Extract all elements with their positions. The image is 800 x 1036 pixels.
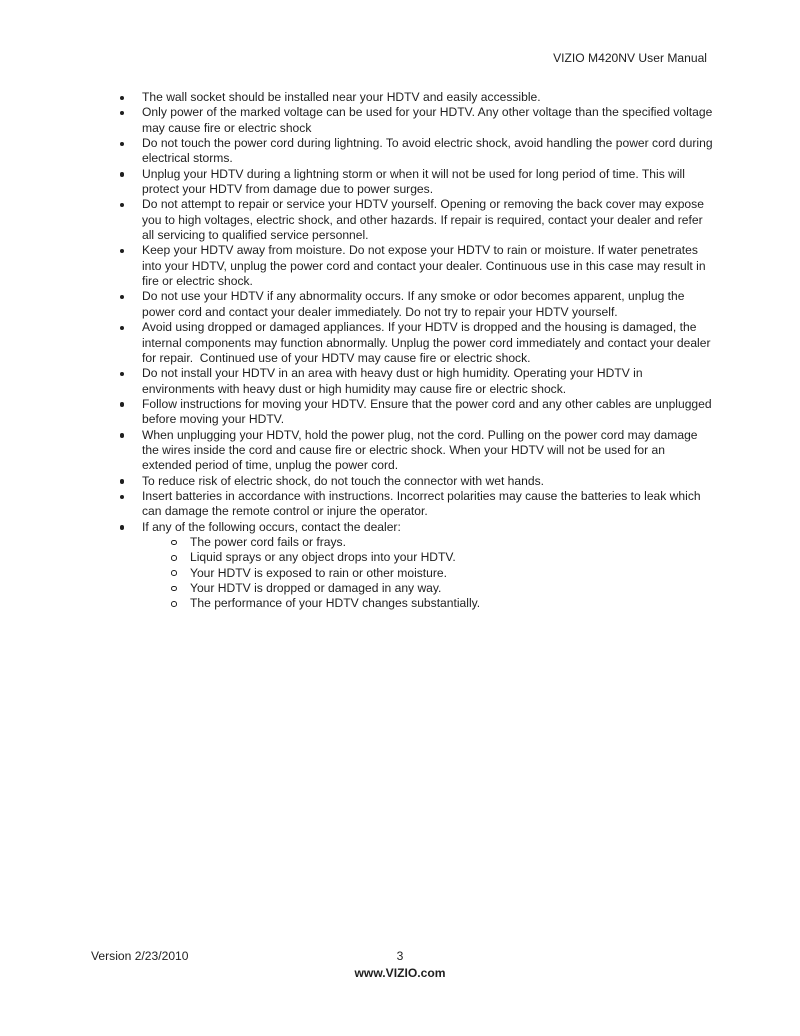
disc-bullet-icon (118, 489, 142, 504)
bullet-item (118, 167, 716, 198)
footer-website: www.VIZIO.com (354, 966, 446, 980)
page-header-title: VIZIO M420NV User Manual (553, 51, 707, 65)
disc-bullet-icon (118, 397, 142, 412)
safety-list (118, 90, 716, 612)
bullet-item (118, 366, 716, 397)
bullet-text: Follow instructions for moving your HDTV. Ensure that the power cord and any other cables are unplugged before moving your HDTV. (142, 396, 715, 427)
bullet-text: Keep your HDTV away from moisture. Do not expose your HDTV to rain or moisture. If water penetrates into your HDTV, unplug the power cord and contact your dealer. Continuous use in this case may result in fire or electric shock. (142, 243, 709, 289)
bullet-item (118, 90, 716, 105)
bullet-text: Do not use your HDTV if any abnormality occurs. If any smoke or odor becomes apparent, unplug the power cord and contact your dealer immediately. Do not try to repair your HDTV yourself. (142, 289, 688, 319)
disc-bullet-icon (118, 167, 142, 182)
sub-bullet-item (168, 596, 716, 611)
sub-bullet-text: The power cord fails or frays. (190, 534, 346, 549)
disc-bullet-icon (118, 289, 142, 304)
bullet-item (118, 397, 716, 428)
bullet-item (118, 197, 716, 243)
bullet-item (118, 474, 716, 489)
sub-bullet-text: Your HDTV is dropped or damaged in any way. (190, 581, 442, 595)
footer-page-number: 3 (396, 949, 404, 963)
sub-bullet-text: The performance of your HDTV changes substantially. (190, 596, 481, 611)
circle-bullet-icon (168, 596, 190, 611)
sub-bullet-text: Your HDTV is exposed to rain or other moisture. (190, 565, 447, 580)
sub-bullet-item (168, 535, 716, 550)
footer-version: Version 2/23/2010 (91, 949, 189, 963)
bullet-item (118, 520, 716, 535)
sub-bullet-text: Liquid sprays or any object drops into your HDTV. (190, 550, 456, 565)
disc-bullet-icon (118, 197, 142, 212)
bullet-item (118, 243, 716, 289)
sub-bullet-item (168, 566, 716, 581)
bullet-text: When unplugging your HDTV, hold the power plug, not the cord. Pulling on the power cord may damage the wires inside the cord and cause fire or electric shock. When your HDTV will not be used for an extended period of time, unplug the power cord. (142, 427, 701, 473)
bullet-text: To reduce risk of electric shock, do not touch the connector with wet hands. (142, 473, 544, 488)
circle-bullet-icon (168, 535, 190, 550)
disc-bullet-icon (118, 243, 142, 258)
disc-bullet-icon (118, 520, 142, 535)
bullet-text: Insert batteries in accordance with instructions. Incorrect polarities may cause the batteries to leak which can damage the remote control or injure the operator. (142, 488, 704, 519)
bullet-item (118, 489, 716, 520)
disc-bullet-icon (118, 105, 142, 120)
bullet-item (118, 105, 716, 136)
bullet-item (118, 136, 716, 167)
disc-bullet-icon (118, 474, 142, 489)
bullet-text: Avoid using dropped or damaged appliances. If your HDTV is dropped and the housing is damaged, the internal components may function abnormally. Unplug the power cord immediately and contact your dealer for repair. Continued use of your HDTV may cause fire or electric shock. (142, 320, 714, 365)
disc-bullet-icon (118, 320, 142, 335)
bullet-text: If any of the following occurs, contact the dealer: (142, 519, 401, 534)
sub-bullet-item (168, 581, 716, 596)
bullet-text: Unplug your HDTV during a lightning storm or when it will not be used for long period of time. This will protect your HDTV from damage due to power surges. (142, 166, 689, 197)
bullet-item (118, 428, 716, 474)
bullet-item (118, 320, 716, 366)
circle-bullet-icon (168, 550, 190, 565)
circle-bullet-icon (168, 566, 190, 581)
bullet-text: Do not touch the power cord during lightning. To avoid electric shock, avoid handling the power cord during electrical storms. (142, 136, 716, 166)
bullet-text: Only power of the marked voltage can be used for your HDTV. Any other voltage than the specified voltage may cause fire or electric shock (142, 105, 716, 135)
bullet-item (118, 289, 716, 320)
bullet-text: Do not install your HDTV in an area with heavy dust or high humidity. Operating your HDTV in environments with heavy dust or high humidity may cause fire or electric shock. (142, 366, 646, 396)
disc-bullet-icon (118, 136, 142, 151)
bullet-text: Do not attempt to repair or service your HDTV yourself. Opening or removing the back cover may expose you to high voltages, electric shock, and other hazards. If repair is required, contact your dealer and refer all servicing to qualified service personnel. (142, 197, 708, 243)
disc-bullet-icon (118, 90, 142, 105)
disc-bullet-icon (118, 366, 142, 381)
sub-bullet-item (168, 550, 716, 565)
circle-bullet-icon (168, 581, 190, 596)
disc-bullet-icon (118, 428, 142, 443)
bullet-text: The wall socket should be installed near your HDTV and easily accessible. (142, 90, 541, 104)
